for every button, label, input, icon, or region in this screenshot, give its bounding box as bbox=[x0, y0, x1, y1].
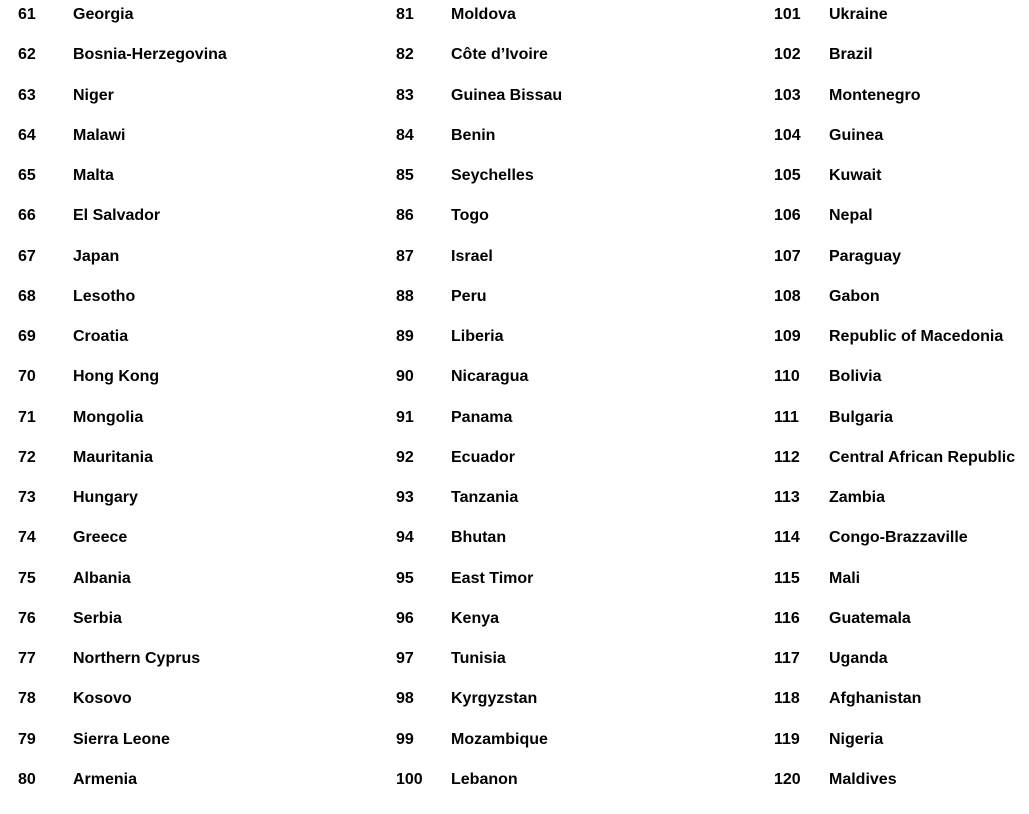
country-name: East Timor bbox=[451, 569, 534, 587]
country-name: Kosovo bbox=[73, 690, 132, 708]
ranking-row bbox=[18, 770, 227, 810]
country-name: Croatia bbox=[73, 328, 129, 345]
ranking-row bbox=[774, 247, 1015, 287]
country-name: Peru bbox=[451, 287, 487, 305]
country-name: Côte d’Ivoire bbox=[451, 46, 548, 64]
country-name: Paraguay bbox=[829, 247, 902, 265]
ranking-row bbox=[774, 45, 1015, 85]
rank-number: 104 bbox=[774, 126, 801, 144]
country-name: El Salvador bbox=[73, 207, 161, 225]
country-name: Japan bbox=[73, 247, 120, 265]
ranking-row bbox=[774, 528, 1015, 568]
ranking-row bbox=[396, 689, 562, 729]
rank-number: 115 bbox=[774, 569, 800, 587]
country-name: Northern Cyprus bbox=[73, 650, 201, 667]
ranking-row bbox=[18, 45, 227, 85]
ranking-row bbox=[774, 609, 1015, 649]
country-name: Montenegro bbox=[829, 86, 921, 104]
ranking-row bbox=[396, 488, 562, 528]
ranking-row bbox=[396, 327, 562, 367]
rank-number: 118 bbox=[774, 690, 800, 708]
rank-number: 77 bbox=[18, 650, 36, 667]
country-name: Togo bbox=[451, 207, 489, 225]
country-name: Niger bbox=[73, 86, 114, 104]
country-name: Tanzania bbox=[451, 489, 519, 506]
ranking-row bbox=[396, 86, 562, 126]
ranking-row bbox=[18, 86, 227, 126]
ranking-row bbox=[396, 770, 562, 810]
ranking-row bbox=[396, 166, 562, 206]
country-name: Hong Kong bbox=[73, 368, 160, 386]
country-name: Sierra Leone bbox=[73, 730, 170, 748]
ranking-row bbox=[18, 206, 227, 246]
rank-number: 66 bbox=[18, 207, 36, 225]
ranking-row bbox=[774, 448, 1015, 488]
ranking-row bbox=[18, 609, 227, 649]
country-name: Gabon bbox=[829, 287, 880, 305]
rank-number: 103 bbox=[774, 86, 801, 104]
ranking-row bbox=[396, 206, 562, 246]
rank-number: 81 bbox=[396, 6, 414, 23]
country-name: Uganda bbox=[829, 650, 888, 667]
rank-number: 65 bbox=[18, 167, 36, 184]
ranking-row bbox=[18, 569, 227, 609]
ranking-row bbox=[396, 448, 562, 488]
rank-number: 98 bbox=[396, 690, 414, 708]
ranking-column-3 bbox=[774, 5, 1015, 810]
rank-number: 113 bbox=[774, 489, 800, 506]
country-name: Ecuador bbox=[451, 448, 516, 466]
country-name: Mozambique bbox=[451, 730, 548, 748]
rank-number: 74 bbox=[18, 529, 36, 547]
country-name: Guinea Bissau bbox=[451, 86, 563, 104]
ranking-row bbox=[18, 327, 227, 367]
rank-number: 82 bbox=[396, 46, 414, 64]
country-name: Afghanistan bbox=[829, 690, 922, 708]
ranking-row bbox=[774, 86, 1015, 126]
rank-number: 86 bbox=[396, 207, 414, 225]
rank-number: 110 bbox=[774, 368, 800, 386]
country-name: Lebanon bbox=[451, 770, 518, 788]
rank-number: 117 bbox=[774, 650, 800, 667]
ranking-row bbox=[18, 5, 227, 45]
ranking-row bbox=[396, 730, 562, 770]
ranking-row bbox=[774, 287, 1015, 327]
rank-number: 88 bbox=[396, 287, 414, 305]
country-name: Bolivia bbox=[829, 368, 882, 386]
country-name: Kyrgyzstan bbox=[451, 690, 538, 708]
rank-number: 87 bbox=[396, 247, 414, 265]
rank-number: 119 bbox=[774, 730, 800, 748]
country-name: Nicaragua bbox=[451, 368, 529, 386]
ranking-row bbox=[774, 5, 1015, 45]
country-name: Ukraine bbox=[829, 6, 888, 23]
rank-number: 106 bbox=[774, 207, 801, 225]
ranking-row bbox=[18, 408, 227, 448]
rank-number: 76 bbox=[18, 609, 36, 627]
country-name: Georgia bbox=[73, 6, 134, 23]
rank-number: 85 bbox=[396, 167, 414, 184]
rank-number: 108 bbox=[774, 287, 801, 305]
ranking-row bbox=[396, 247, 562, 287]
rank-number: 79 bbox=[18, 730, 36, 748]
country-name: Tunisia bbox=[451, 650, 506, 667]
rank-number: 73 bbox=[18, 489, 36, 506]
country-name: Bhutan bbox=[451, 529, 507, 547]
rank-number: 100 bbox=[396, 770, 423, 788]
ranking-row bbox=[774, 367, 1015, 407]
rank-number: 96 bbox=[396, 609, 414, 627]
rank-number: 111 bbox=[774, 408, 799, 426]
country-name: Liberia bbox=[451, 328, 504, 345]
country-name: Mongolia bbox=[73, 408, 144, 426]
ranking-row bbox=[774, 166, 1015, 206]
ranking-row bbox=[774, 488, 1015, 528]
rank-number: 116 bbox=[774, 609, 800, 627]
rank-number: 99 bbox=[396, 730, 414, 748]
ranking-row bbox=[396, 45, 562, 85]
ranking-row bbox=[396, 126, 562, 166]
ranking-row bbox=[18, 528, 227, 568]
country-name: Congo-Brazzaville bbox=[829, 529, 968, 547]
rank-number: 94 bbox=[396, 529, 414, 547]
ranking-row bbox=[774, 206, 1015, 246]
ranking-row bbox=[396, 287, 562, 327]
ranking-row bbox=[18, 730, 227, 770]
ranking-row bbox=[396, 569, 562, 609]
country-name: Nigeria bbox=[829, 730, 884, 748]
country-name: Moldova bbox=[451, 6, 516, 23]
ranking-row bbox=[18, 649, 227, 689]
rank-number: 102 bbox=[774, 46, 801, 64]
rank-number: 90 bbox=[396, 368, 414, 386]
rank-number: 78 bbox=[18, 690, 36, 708]
country-name: Guinea bbox=[829, 126, 884, 144]
rank-number: 61 bbox=[18, 6, 36, 23]
rank-number: 91 bbox=[396, 408, 414, 426]
ranking-row bbox=[396, 408, 562, 448]
ranking-row bbox=[774, 327, 1015, 367]
country-name: Kenya bbox=[451, 609, 500, 627]
country-name: Benin bbox=[451, 126, 496, 144]
country-name: Malawi bbox=[73, 126, 126, 144]
ranking-row bbox=[774, 730, 1015, 770]
rank-number: 71 bbox=[18, 408, 36, 426]
country-name: Brazil bbox=[829, 46, 873, 64]
rank-number: 120 bbox=[774, 770, 801, 788]
ranking-row bbox=[18, 287, 227, 327]
ranking-row bbox=[396, 649, 562, 689]
ranking-row bbox=[396, 528, 562, 568]
country-name: Armenia bbox=[73, 770, 138, 788]
rank-number: 70 bbox=[18, 368, 36, 386]
country-name: Albania bbox=[73, 569, 131, 587]
ranking-row bbox=[18, 689, 227, 729]
ranking-row bbox=[18, 247, 227, 287]
rank-number: 75 bbox=[18, 569, 36, 587]
rank-number: 69 bbox=[18, 328, 36, 345]
country-name: Mali bbox=[829, 569, 861, 587]
ranking-row bbox=[774, 649, 1015, 689]
ranking-row bbox=[774, 408, 1015, 448]
country-name: Israel bbox=[451, 247, 493, 265]
rank-number: 93 bbox=[396, 489, 414, 506]
country-name: Hungary bbox=[73, 489, 138, 506]
rank-number: 107 bbox=[774, 247, 801, 265]
ranking-row bbox=[396, 5, 562, 45]
ranking-row bbox=[18, 166, 227, 206]
rank-number: 72 bbox=[18, 448, 36, 466]
rank-number: 67 bbox=[18, 247, 36, 265]
country-name: Mauritania bbox=[73, 448, 154, 466]
rank-number: 97 bbox=[396, 650, 414, 667]
rank-number: 83 bbox=[396, 86, 414, 104]
ranking-row bbox=[774, 569, 1015, 609]
rank-number: 84 bbox=[396, 126, 414, 144]
rank-number: 105 bbox=[774, 167, 801, 184]
rank-number: 114 bbox=[774, 529, 800, 547]
ranking-column-2 bbox=[396, 5, 562, 810]
country-name: Bulgaria bbox=[829, 408, 894, 426]
rank-number: 64 bbox=[18, 126, 36, 144]
ranking-column-1 bbox=[18, 5, 227, 810]
country-name: Kuwait bbox=[829, 167, 882, 184]
ranking-row bbox=[18, 367, 227, 407]
rank-number: 80 bbox=[18, 770, 36, 788]
rank-number: 109 bbox=[774, 328, 801, 345]
ranking-row bbox=[18, 448, 227, 488]
country-name: Central African Republic bbox=[829, 448, 1016, 466]
country-name: Malta bbox=[73, 167, 114, 184]
ranking-row bbox=[396, 367, 562, 407]
ranking-row bbox=[774, 770, 1015, 810]
country-name: Republic of Macedonia bbox=[829, 328, 1004, 345]
ranking-row bbox=[774, 126, 1015, 166]
country-name: Seychelles bbox=[451, 167, 534, 184]
ranking-row bbox=[18, 488, 227, 528]
rank-number: 101 bbox=[774, 6, 801, 23]
rank-number: 112 bbox=[774, 448, 800, 466]
country-name: Lesotho bbox=[73, 287, 136, 305]
rank-number: 95 bbox=[396, 569, 414, 587]
rank-number: 92 bbox=[396, 448, 414, 466]
country-name: Zambia bbox=[829, 489, 886, 506]
rank-number: 63 bbox=[18, 86, 36, 104]
ranking-row bbox=[18, 126, 227, 166]
country-name: Greece bbox=[73, 529, 128, 547]
rank-number: 89 bbox=[396, 328, 414, 345]
rank-number: 62 bbox=[18, 46, 36, 64]
country-name: Guatemala bbox=[829, 609, 911, 627]
country-name: Panama bbox=[451, 408, 513, 426]
country-name: Maldives bbox=[829, 770, 897, 788]
country-name: Serbia bbox=[73, 609, 122, 627]
rank-number: 68 bbox=[18, 287, 36, 305]
country-name: Nepal bbox=[829, 207, 873, 225]
ranking-row bbox=[774, 689, 1015, 729]
country-name: Bosnia-Herzegovina bbox=[73, 46, 227, 64]
ranking-row bbox=[396, 609, 562, 649]
